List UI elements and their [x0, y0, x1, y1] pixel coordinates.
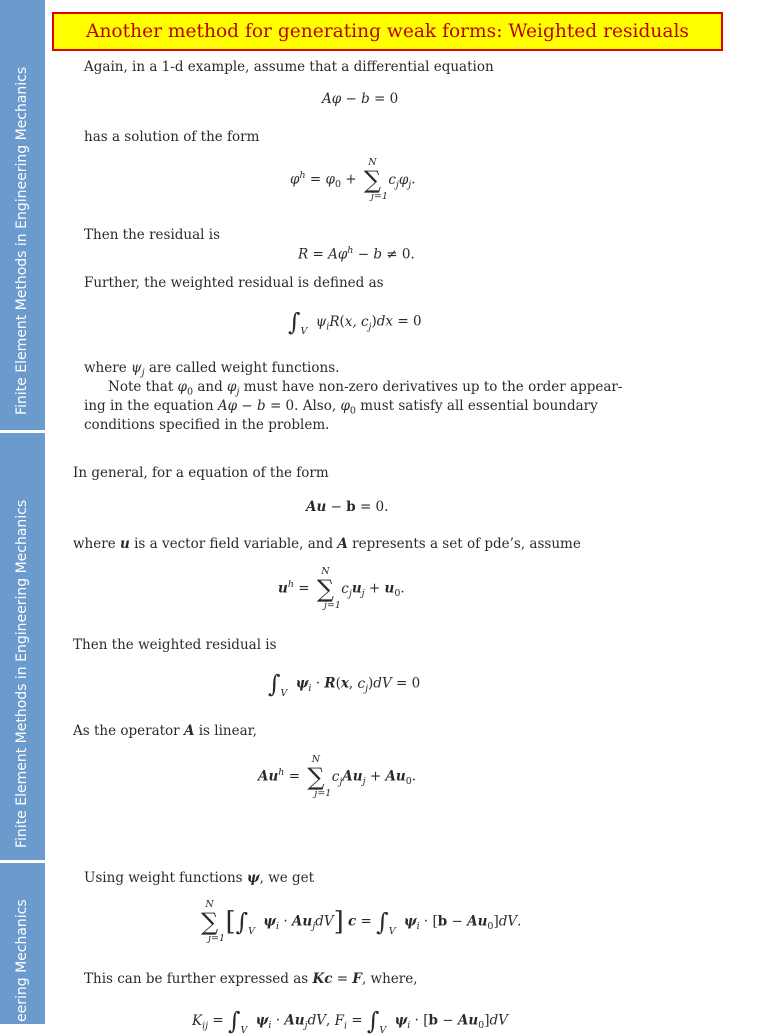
paragraph: conditions specified in the problem. [84, 417, 330, 433]
paragraph: This can be further expressed as Kc = F, where, [84, 971, 418, 987]
paragraph: Then the residual is [84, 227, 221, 243]
sidebar-course-label: Finite Element Methods in Engineering Mechanics [14, 66, 30, 415]
paragraph: has a solution of the form [84, 129, 260, 145]
paragraph: Note that $\varphi_0$ and $\varphi_j$ must have non-zero derivatives up to the order appear- [108, 379, 623, 398]
equation: $\int_V$ $\psi_iR(x$, $c_j)dx = 0$ [288, 308, 422, 337]
paragraph: Using weight functions ψ, we get [84, 870, 315, 886]
equation: Aφ − b = 0 [322, 91, 399, 107]
equation: $\int_V$ $\psi_i \cdot R(x$, $c_j)dV = 0$ [268, 670, 421, 699]
page-title: Another method for generating weak forms: Weighted residuals [52, 12, 723, 51]
equation: N ∑ j =1 [$\int_V$ $\psi_i \cdot Au_jdV$] $c = \int_V$ $\psi_i \cdot [b - Au_0]dV$. [201, 899, 522, 944]
equation: $u^h$ = N ∑ j =1 $c_ju_j + u_0$. [278, 566, 405, 611]
paragraph: In general, for a equation of the form [73, 465, 329, 481]
sidebar-course-label: Finite Element Methods in Engineering Mechanics [14, 499, 30, 848]
equation: $Au^h$ = N ∑ j =1 $c_jAu_j + Au_0$. [258, 754, 417, 799]
equation: $K_{ij} = \int_V$ $\psi_i \cdot Au_jdV$, $F_i = \int_V$ $\psi_i \cdot [b - Au_0]dV$ [192, 1007, 508, 1036]
sidebar-divider [0, 860, 45, 863]
paragraph: where u is a vector field variable, and A represents a set of pde’s, assume [73, 536, 581, 552]
paragraph: ing in the equation Aφ − b = 0. Also, $\varphi_0$ must satisfy all essential boundary [84, 398, 598, 417]
paragraph: As the operator A is linear, [73, 723, 257, 739]
paragraph: Again, in a 1-d example, assume that a differential equation [84, 59, 494, 75]
equation: $\varphi^h = \varphi_0$ + N ∑ j =1 $c_j\varphi_j$. [290, 157, 416, 202]
paragraph: Further, the weighted residual is defined as [84, 275, 384, 291]
equation: $R = A\varphi^h - b \ne 0$. [298, 245, 415, 263]
paragraph: Then the weighted residual is [73, 637, 277, 653]
sidebar [0, 0, 45, 1024]
sidebar-course-label: eering Mechanics [14, 899, 30, 1022]
sidebar-divider [0, 430, 45, 433]
equation: Au − b = 0. [306, 499, 389, 515]
paragraph: where $\psi_j$ are called weight functions. [84, 360, 340, 379]
